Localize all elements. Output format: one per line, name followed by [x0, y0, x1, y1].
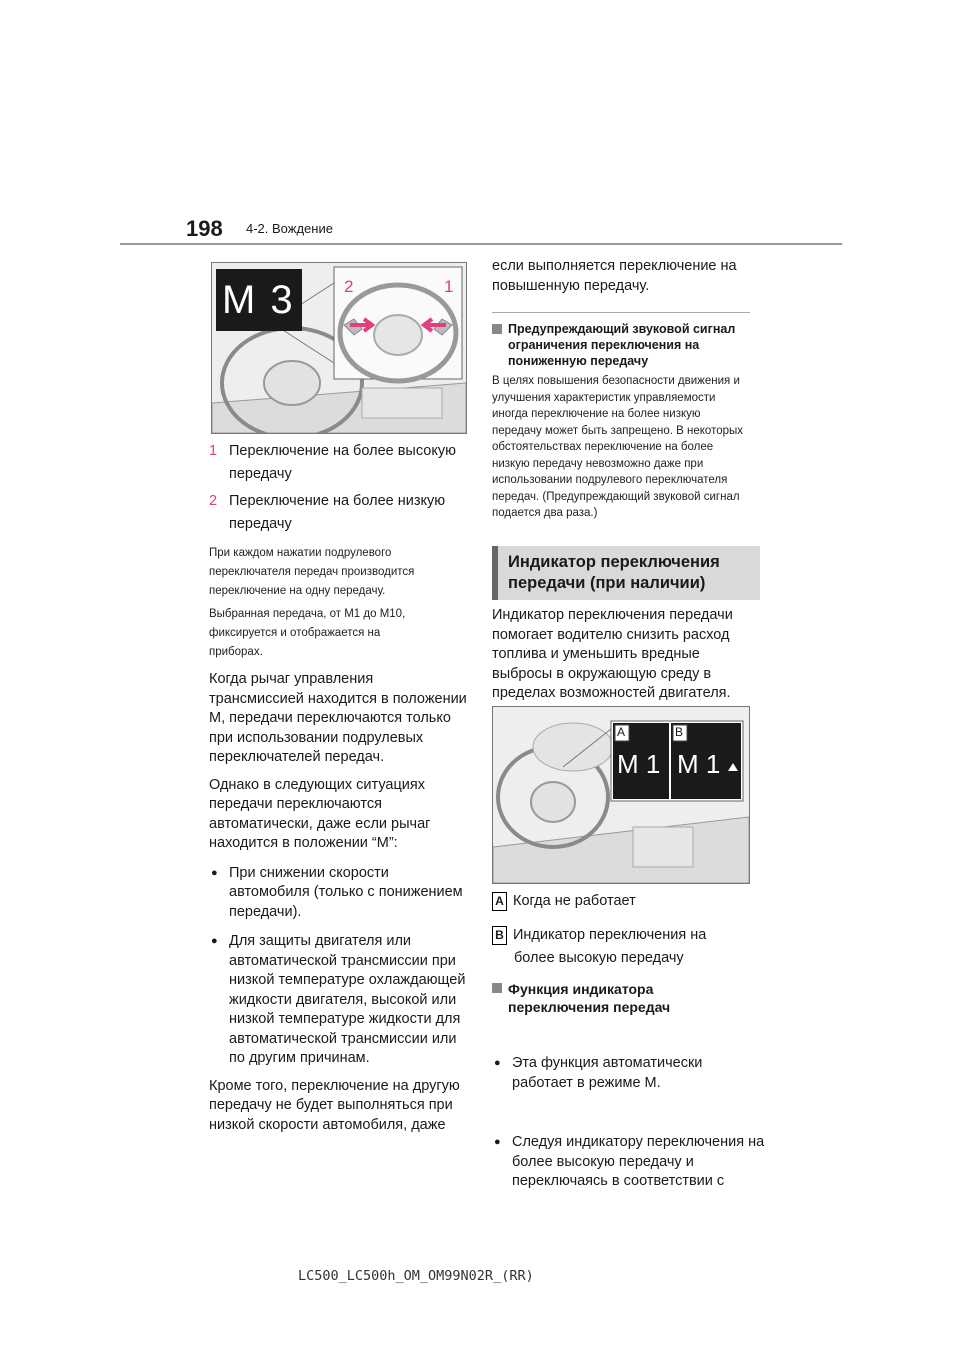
paragraph-m-mode: Когда рычаг управления трансмиссией находится в положении M, передачи переключаются только при использовании подрулевых переключателей передач. — [209, 671, 467, 765]
note-block-2 — [209, 605, 467, 662]
note1-line: переключение на одну передачу. — [209, 585, 386, 597]
document-footer: LC500_LC500h_OM_OM99N02R_(RR) — [298, 1268, 534, 1284]
caption-b — [492, 924, 750, 946]
display-a: M 1 — [617, 749, 661, 779]
caption-b-label: B — [492, 926, 507, 945]
item1-text-2: передачу — [229, 466, 292, 482]
page-number: 198 — [186, 216, 223, 241]
label-b: B — [675, 725, 684, 739]
display-b: M 1 — [677, 749, 721, 779]
item1-number: 1 — [209, 443, 218, 459]
caption-a-label: A — [492, 892, 507, 911]
left-column — [209, 440, 467, 1135]
continued-text: если выполняется переключение на повышенную передачу. — [492, 258, 737, 294]
shift-indicator-illustration — [492, 706, 750, 884]
section-heading: Индикатор переключения передачи (при наличии) — [492, 546, 760, 600]
caption-b-text-2: более высокую передачу — [514, 950, 684, 966]
right-column — [492, 257, 750, 522]
warning-title: Предупреждающий звуковой сигнал ограничения переключения на пониженную передачу — [492, 321, 750, 369]
indicator-intro: Индикатор переключения передачи помогает водителю снизить расход топлива и уменьшить вредные выбросы в окружающую среду в пределах возможностей двигателя. — [492, 607, 733, 701]
note1-line: При каждом нажатии подрулевого — [209, 547, 392, 559]
bullet-engine-protection: ● Для защиты двигателя или автоматической трансмиссии при низкой температуре охлаждающей жидкости двигателя, высокой или низкой температуре жидкости для автоматической трансмиссии или по другим причинам. — [209, 932, 467, 1069]
item2-text-1: Переключение на более низкую — [229, 493, 446, 509]
function-title: Функция индикатора переключения передач — [492, 980, 738, 1016]
item-upshift — [209, 440, 467, 463]
item2-text-2: передачу — [229, 516, 292, 532]
gear-display-text: M 3 — [222, 278, 295, 322]
note2-line: приборах. — [209, 646, 263, 658]
callout-1: 1 — [444, 277, 454, 296]
section-label: 4-2. Вождение — [246, 221, 333, 236]
bullet-follow-indicator: ● Следуя индикатору переключения на более высокую передачу и переключаясь в соответствии с — [492, 1133, 770, 1192]
note1-line: переключателя передач производится — [209, 566, 415, 578]
warning-body: В целях повышения безопасности движения и улучшения характеристик управляемости иногда переключение на более низкую передачу может быть запрещено. В некоторых обстоятельствах переключение на более низкую передачу невозможно даже при использовании подрулевого переключателя передач. (Предупреждающий звуковой сигнал подается два раза.) — [492, 375, 744, 519]
item1-text-1: Переключение на более высокую — [229, 443, 456, 459]
warning-divider — [492, 312, 750, 313]
bullet-speed-decrease: ● При снижении скорости автомобиля (только с понижением передачи). — [209, 864, 467, 923]
label-a: A — [617, 725, 626, 739]
item2-number: 2 — [209, 493, 218, 509]
caption-b-text-1: Индикатор переключения на — [513, 927, 707, 943]
bullet-m-mode: ● Эта функция автоматически работает в режиме M. — [492, 1054, 752, 1093]
note2-line: фиксируется и отображается на — [209, 627, 381, 639]
callout-2: 2 — [344, 277, 354, 296]
header-divider — [120, 243, 842, 245]
caption-a-text: Когда не работает — [513, 893, 636, 909]
item-downshift — [209, 490, 467, 513]
note-block-1 — [209, 544, 467, 601]
paragraph-low-speed: Кроме того, переключение на другую передачу не будет выполняться при низкой скорости автомобиля, даже — [209, 1077, 460, 1133]
caption-a — [492, 890, 750, 912]
paddle-shift-illustration — [211, 262, 467, 434]
note2-line: Выбранная передача, от M1 до M10, — [209, 608, 406, 620]
paragraph-auto-shift: Однако в следующих ситуациях передачи переключаются автоматически, даже если рычаг находится в положении “M”: — [209, 776, 431, 851]
